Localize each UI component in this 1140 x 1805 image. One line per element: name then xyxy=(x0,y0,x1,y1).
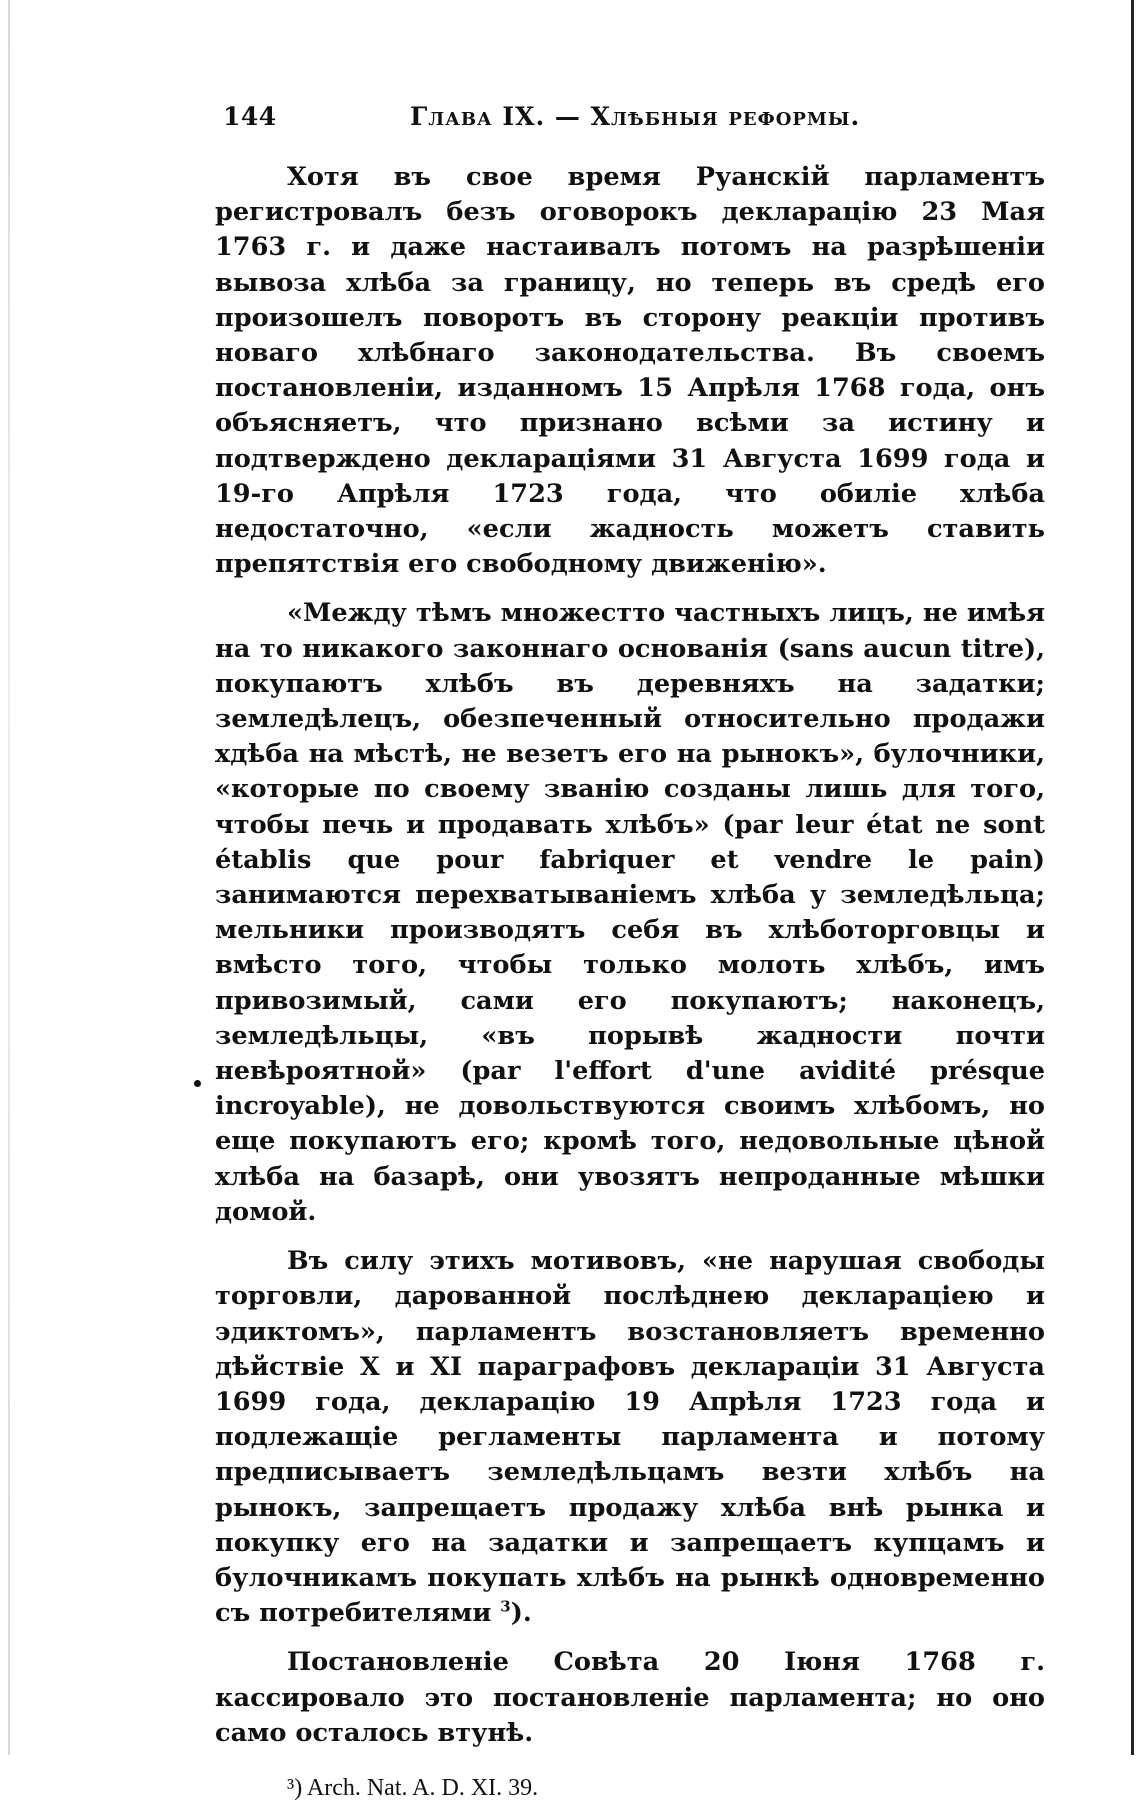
footnote xyxy=(215,1771,1045,1805)
footnote-marker: ³) xyxy=(287,1774,303,1801)
body-text xyxy=(215,160,1045,1751)
footnote-reference: 3 xyxy=(500,1597,511,1616)
book-page xyxy=(215,100,1045,1805)
footnote-text: Arch. Nat. A. D. XI. 39. xyxy=(306,1774,539,1801)
scan-edge-left xyxy=(8,0,10,1755)
footnote-spacer xyxy=(215,1751,1045,1771)
paragraph-1: Хотя въ свое время Руанскій парламентъ регистровалъ безъ оговорокъ декларацію 23 Мая 1763 г. и даже настаивалъ потомъ на разрѣшеніи вывоза хлѣба за границу, но теперь въ средѣ его произошелъ поворотъ въ сторону реакціи противъ новаго хлѣбнаго законодательства. Въ своемъ постановленіи, изданномъ 15 Апрѣля 1768 года, онъ объясняетъ, что признано всѣми за истину и подтверждено декларацiями 31 Августа 1699 года и 19-го Апрѣля 1723 года, что обиліе хлѣба недостаточно, «если жадность можетъ ставить препятствія его свободному движенію». xyxy=(215,162,1045,580)
paragraph-3 xyxy=(215,1244,1045,1631)
running-head xyxy=(215,100,1045,140)
page-number: 144 xyxy=(223,102,277,131)
paragraph-2: «Между тѣмъ множестто частныхъ лицъ, не имѣя на то никакого законнаго основанія (sans aucun titre), покупаютъ хлѣбъ въ деревняхъ на задатки; земледѣлецъ, обезпеченный относительно продажи хдѣба на мѣстѣ, не везетъ его на рынокъ», булочники, «которые по своему званію созданы лишь для того, чтобы печь и продавать хлѣбъ» (par leur état ne sont établis que pour fabriquer et vendre le pain) занимаются перехватываніемъ хлѣба у земледѣльца; мельники производятъ себя въ хлѣботорговцы и вмѣсто того, чтобы только молоть хлѣбъ, имъ привозимый, сами его покупаютъ; наконецъ, земледѣльцы, «въ порывѣ жадности почти невѣроятной» (par l'effort d'une avidité présque incroyable), не довольствуются своимъ хлѣбомъ, но еще покупаютъ его; кромѣ того, недовольные цѣной хлѣба на базарѣ, они увозятъ непроданные мѣшки домой. xyxy=(215,598,1045,1227)
chapter-title: Глава IX. — Хлѣбныя реформы. xyxy=(410,102,861,131)
ink-speck xyxy=(194,1080,201,1087)
paragraph-4: Постановленіе Совѣта 20 Іюня 1768 г. кассировало это постановленіе парламента; но оно само осталось втунѣ. xyxy=(215,1647,1045,1748)
paragraph-3-text: Въ силу этихъ мотивовъ, «не нарушая свободы торговли, дарованной послѣднею декларацiею и эдиктомъ», парламентъ возстановляетъ временно дѣйствіе X и XI параграфовъ декларацiи 31 Августа 1699 года, декларацiю 19 Апрѣля 1723 года и подлежащіе регламенты парламента и потому предписываетъ земледѣльцамъ везти хлѣбъ на рынокъ, запрещаетъ продажу хлѣба внѣ рынка и покупку его на задатки и запрещаетъ купцамъ и булочникамъ покупать хлѣбъ на рынкѣ одновременно съ потребителями xyxy=(215,1246,1045,1629)
paragraph-3-tail: ). xyxy=(510,1598,532,1629)
scan-edge-right xyxy=(1131,0,1134,1755)
